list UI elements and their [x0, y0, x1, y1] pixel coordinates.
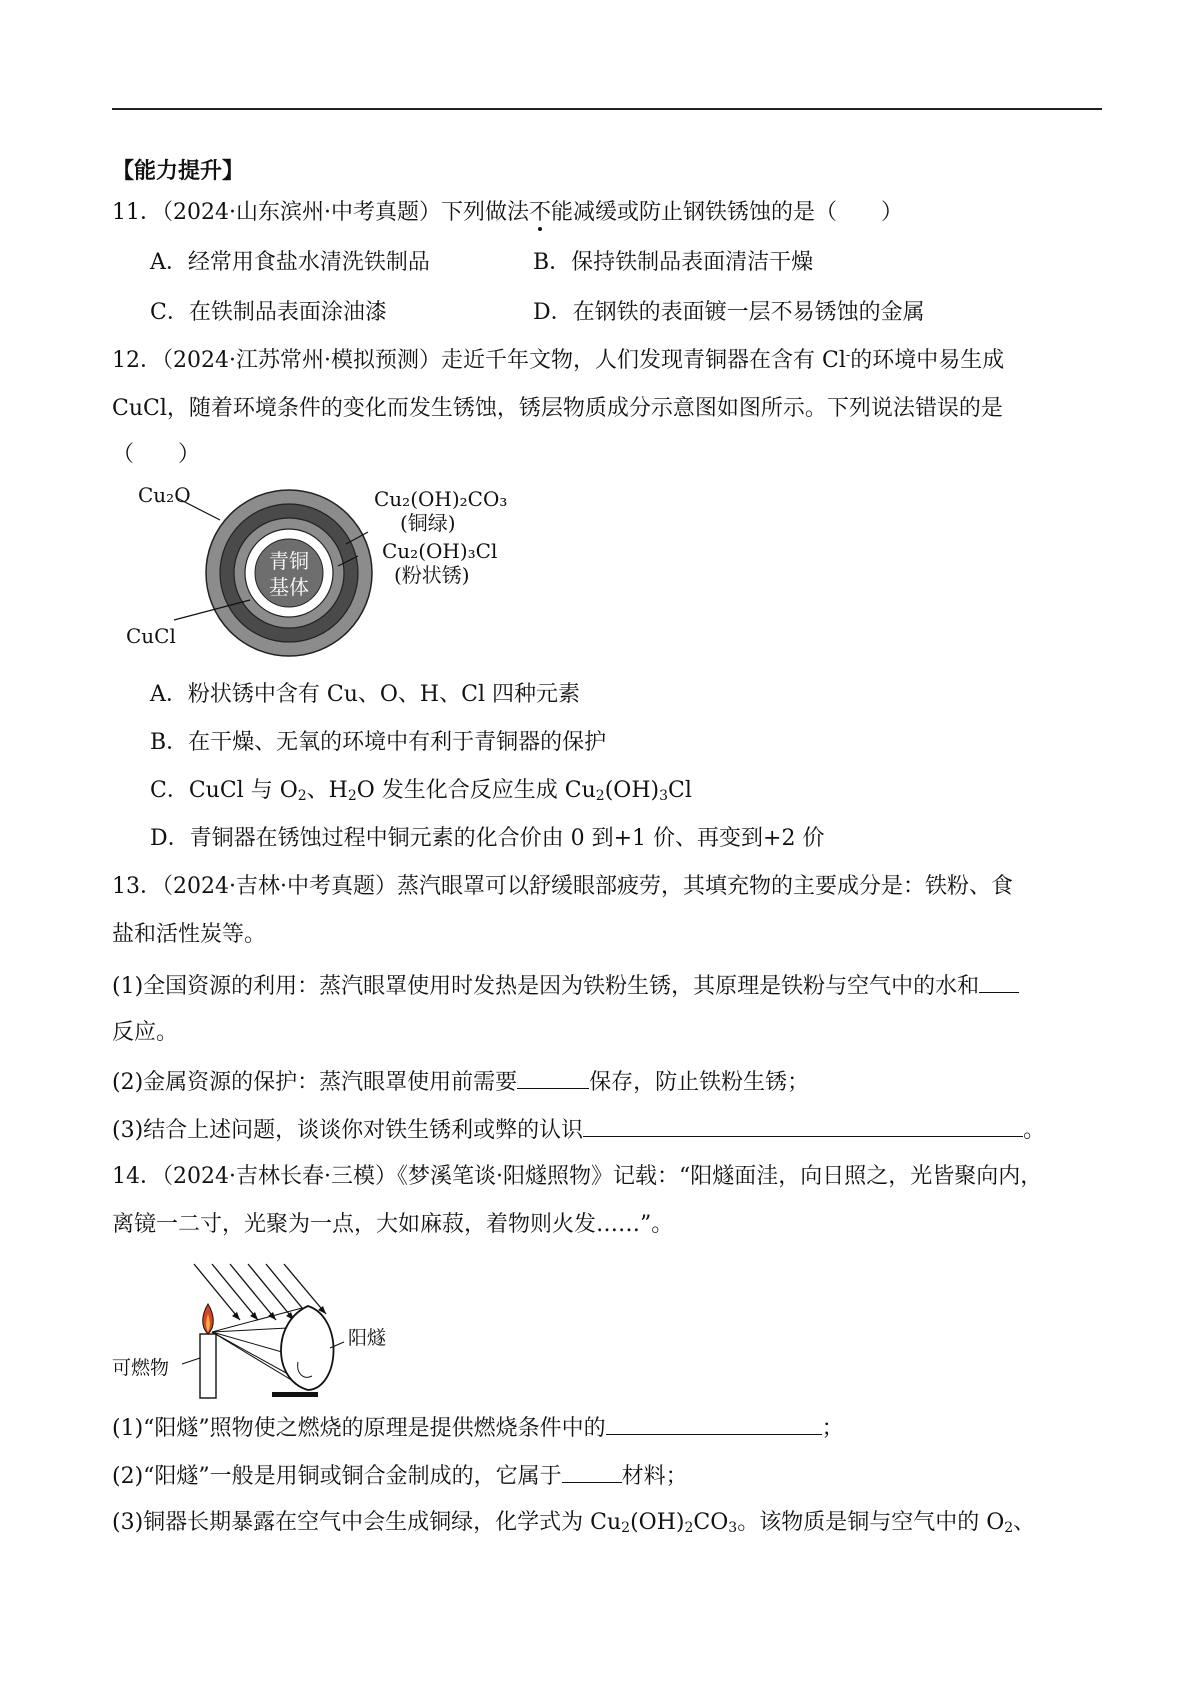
q12-stem-line3: （ ）: [112, 442, 201, 467]
label-powder-formula: Cu₂(OH)₃Cl: [382, 539, 498, 563]
label-mirror: 阳燧: [348, 1327, 387, 1349]
corrosion-layers-diagram: [112, 478, 532, 658]
q14-part1: (1)“阳燧”照物使之燃烧的原理是提供燃烧条件中的 ；: [112, 1412, 844, 1444]
q12-stem-line1: 12．（2024·江苏常州·模拟预测）走近千年文物，人们发现青铜器在含有 Cl-的环境中易生成: [112, 348, 1005, 373]
burning-mirror-diagram: [112, 1262, 432, 1402]
answer-blank[interactable]: [979, 970, 1019, 993]
label-copper-green-name: (铜绿): [400, 511, 456, 535]
section-heading: 【能力提升】: [112, 158, 245, 184]
q11-option-a: A．经常用食盐水清洗铁制品: [150, 250, 430, 275]
q13-part1-end: 反应。: [112, 1020, 179, 1045]
q11-option-d: D．在钢铁的表面镀一层不易锈蚀的金属: [533, 300, 925, 325]
answer-blank[interactable]: [583, 1114, 1023, 1137]
q13-part3: (3)结合上述问题，谈谈你对铁生锈利或弊的认识 。: [112, 1114, 1045, 1146]
label-cucl: CuCl: [126, 624, 176, 648]
label-fuel: 可燃物: [112, 1357, 170, 1379]
label-cu2o: Cu₂O: [138, 483, 191, 507]
q12-option-a: A．粉状锈中含有 Cu、O、H、Cl 四种元素: [150, 682, 580, 707]
q11-option-b: B．保持铁制品表面清洁干燥: [533, 250, 814, 275]
q14-part2: (2)“阳燧”一般是用铜或铜合金制成的，它属于 材料；: [112, 1460, 688, 1492]
q13-part1: (1)全国资源的利用：蒸汽眼罩使用时发热是因为铁粉生锈，其原理是铁粉与空气中的水和: [112, 970, 1019, 1002]
q14-part3: (3)铜器长期暴露在空气中会生成铜绿，化学式为 $Cu_2(OH)_2CO_3$。该物质是铜与空气中的 $O_2$、: [112, 1510, 1036, 1536]
q11-stem: 11．（2024·山东滨州·中考真题）下列做法不能减缓或防止钢铁锈蚀的是（ ）: [112, 200, 904, 225]
q12-option-c: C．CuCl 与 $O_2$、$H_2O$ 发生化合反应生成 $Cu_2(OH)_3Cl$: [150, 778, 692, 804]
q11-number: 11: [112, 200, 140, 225]
q13-stem-line2: 盐和活性炭等。: [112, 922, 267, 947]
q11-option-c: C．在铁制品表面涂油漆: [150, 300, 387, 325]
answer-blank[interactable]: [562, 1460, 622, 1483]
leader-fuel: [182, 1358, 200, 1364]
mirror-stand: [272, 1392, 318, 1397]
q12-option-d: D．青铜器在锈蚀过程中铜元素的化合价由 0 到+1 价、再变到+2 价: [150, 826, 825, 851]
q11-source: （2024·山东滨州·中考真题）: [162, 200, 441, 225]
q12-stem-line2: CuCl，随着环境条件的变化而发生锈蚀，锈层物质成分示意图如图所示。下列说法错误的是: [112, 396, 1003, 421]
candle: [200, 1334, 216, 1398]
answer-blank[interactable]: [517, 1066, 589, 1089]
emphasis-mark: 不: [529, 200, 552, 225]
core-label-1: 青铜: [269, 549, 309, 573]
q13-part2: (2)金属资源的保护：蒸汽眼罩使用前需要 保存，防止铁粉生锈；: [112, 1066, 809, 1098]
q12-option-b: B．在干燥、无氧的环境中有利于青铜器的保护: [150, 730, 607, 755]
q14-stem-line1: 14．（2024·吉林长春·三模）《梦溪笔谈·阳燧照物》记载：“阳燧面洼，向日照之，光皆聚向内，: [112, 1164, 1043, 1189]
answer-blank[interactable]: [606, 1412, 822, 1435]
label-copper-green-formula: Cu₂(OH)₂CO₃: [374, 487, 508, 511]
q13-stem-line1: 13．（2024·吉林·中考真题）蒸汽眼罩可以舒缓眼部疲劳，其填充物的主要成分是：铁粉、食: [112, 874, 1013, 899]
label-powder-name: (粉状锈): [394, 563, 470, 587]
core-label-2: 基体: [269, 575, 309, 599]
q14-stem-line2: 离镜一二寸，光聚为一点，大如麻菽，着物则火发……”。: [112, 1212, 674, 1237]
header-rule: [112, 108, 1102, 110]
